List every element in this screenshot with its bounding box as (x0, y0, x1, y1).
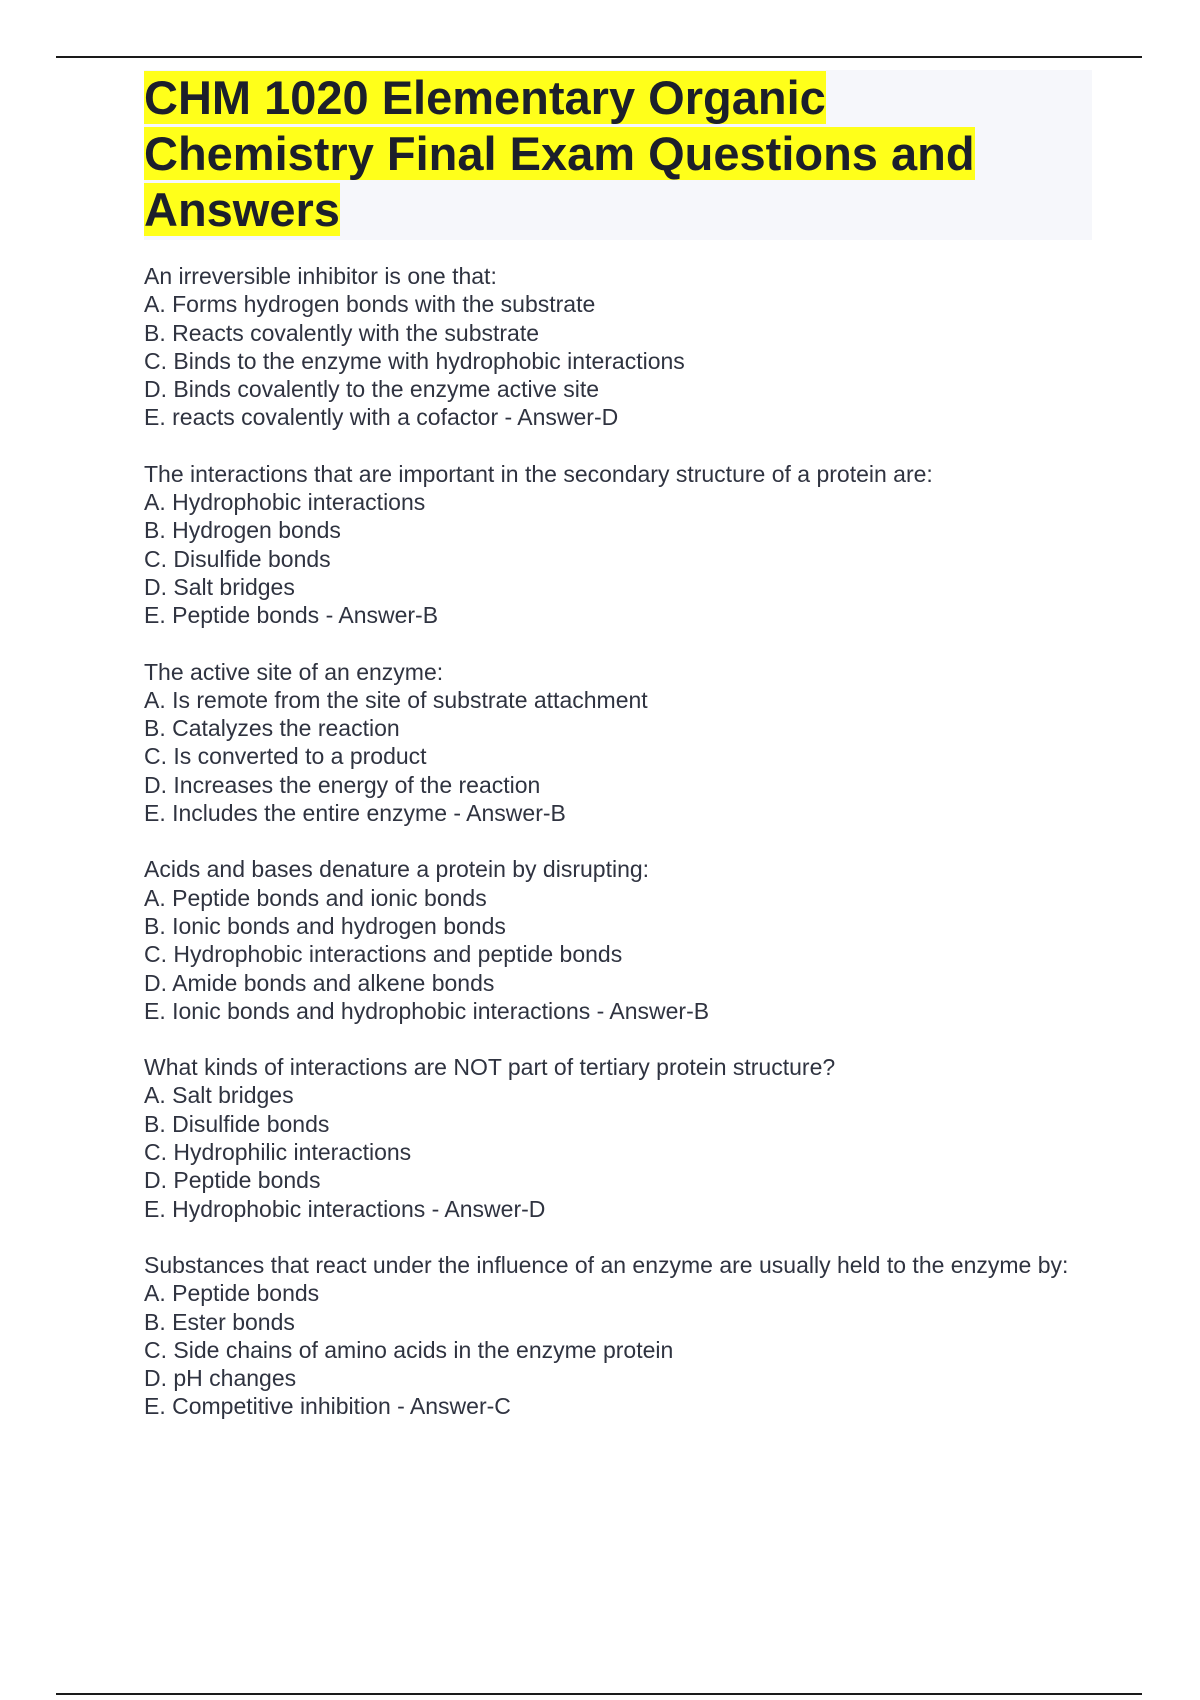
question-5 (144, 1053, 1104, 1223)
answer-option: C. Binds to the enzyme with hydrophobic interactions (144, 347, 685, 374)
question-3 (144, 658, 1104, 828)
document-title-text: CHM 1020 Elementary Organic Chemistry Final Exam Questions and Answers (144, 71, 975, 236)
answer-option: C. Hydrophobic interactions and peptide bonds (144, 941, 623, 968)
question-6 (144, 1251, 1104, 1421)
title-block (144, 70, 1092, 240)
answer-option: B. Disulfide bonds (144, 1110, 330, 1137)
answer-option: A. Forms hydrogen bonds with the substrate (144, 291, 596, 318)
answer-option: D. Salt bridges (144, 573, 295, 600)
bottom-rule (56, 1693, 1142, 1695)
answer-option: D. Amide bonds and alkene bonds (144, 969, 495, 996)
answer-option: A. Hydrophobic interactions (144, 489, 426, 516)
question-prompt: The active site of an enzyme: (144, 658, 444, 685)
top-rule (56, 56, 1142, 58)
answer-option: B. Reacts covalently with the substrate (144, 319, 540, 346)
answer-option: A. Is remote from the site of substrate attachment (144, 686, 648, 713)
answer-option: D. Increases the energy of the reaction (144, 771, 541, 798)
question-prompt: Substances that react under the influence of an enzyme are usually held to the enzyme by: (144, 1251, 1069, 1278)
answer-option: C. Disulfide bonds (144, 545, 331, 572)
question-prompt: The interactions that are important in the secondary structure of a protein are: (144, 460, 933, 487)
answer-option: C. Is converted to a product (144, 743, 427, 770)
answer-option: C. Side chains of amino acids in the enzyme protein (144, 1336, 674, 1363)
answer-option: D. pH changes (144, 1365, 297, 1392)
answer-option: E. Peptide bonds - Answer-B (144, 602, 439, 629)
answer-option: E. Includes the entire enzyme - Answer-B (144, 800, 566, 827)
answer-option: A. Salt bridges (144, 1082, 294, 1109)
answer-option: C. Hydrophilic interactions (144, 1139, 412, 1166)
question-4 (144, 855, 1104, 1025)
answer-option: E. Competitive inhibition - Answer-C (144, 1393, 511, 1420)
answer-option: E. reacts covalently with a cofactor - Answer-D (144, 404, 619, 431)
answer-option: A. Peptide bonds (144, 1280, 320, 1307)
answer-option: A. Peptide bonds and ionic bonds (144, 884, 487, 911)
answer-option: D. Peptide bonds (144, 1167, 321, 1194)
answer-option: E. Hydrophobic interactions - Answer-D (144, 1195, 546, 1222)
answer-option: E. Ionic bonds and hydrophobic interactions - Answer-B (144, 997, 710, 1024)
question-prompt: What kinds of interactions are NOT part of tertiary protein structure? (144, 1054, 836, 1081)
question-prompt: An irreversible inhibitor is one that: (144, 263, 497, 289)
answer-option: D. Binds covalently to the enzyme active site (144, 376, 600, 403)
question-1 (144, 262, 1104, 432)
question-list (144, 262, 1104, 1449)
document-title (144, 70, 1044, 238)
question-2 (144, 460, 1104, 630)
answer-option: B. Hydrogen bonds (144, 517, 341, 544)
answer-option: B. Catalyzes the reaction (144, 715, 400, 742)
question-prompt: Acids and bases denature a protein by disrupting: (144, 856, 650, 883)
answer-option: B. Ester bonds (144, 1308, 295, 1335)
answer-option: B. Ionic bonds and hydrogen bonds (144, 912, 506, 939)
